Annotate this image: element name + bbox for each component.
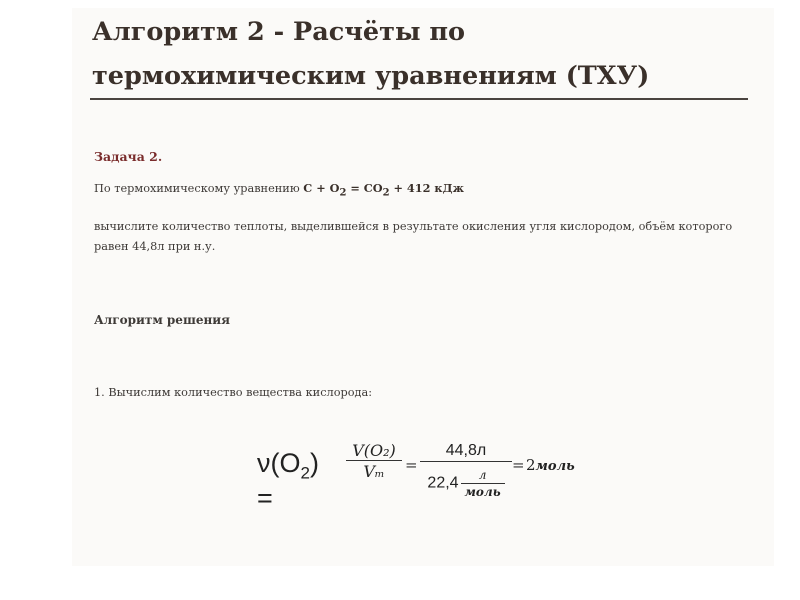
algorithm-heading: Алгоритм решения: [94, 313, 231, 327]
title-divider: [90, 98, 748, 100]
page-title: [92, 10, 772, 98]
fraction-bar: [346, 460, 402, 461]
fraction-denominator: 22,4 $\frac{л}{\text{моль}}$: [420, 468, 512, 499]
formula-result: 2моль: [526, 456, 575, 474]
task-intro-text: По термохимическому уравнению: [94, 182, 304, 195]
fraction-bar: [420, 461, 512, 462]
fraction-numerator: 44,8л: [445, 442, 487, 459]
title-line-2: термохимическим уравнениям (ТХУ): [92, 61, 650, 91]
task-label: Задача 2.: [94, 149, 163, 164]
volume-ratio-fraction: [346, 441, 402, 481]
title-line-1: Алгоритм 2 - Расчёты по: [92, 17, 466, 47]
equals-sign: =: [512, 456, 525, 474]
formula-lhs: $\nu(O_2)$ =: [257, 448, 319, 514]
thermo-equation: $C + O_2 = CO_2 + 412$ кДж: [303, 181, 465, 199]
fraction-numerator: V(O₂): [352, 441, 396, 460]
unit-fraction: $\frac{л}{\text{моль}}$: [461, 468, 505, 499]
numeric-fraction: [420, 442, 512, 499]
equals-sign: =: [405, 456, 418, 474]
task-question: вычислите количество теплоты, выделившейся в результате окисления угля кислородом, объём которого равен 44,8л при н.у.: [94, 220, 733, 253]
algorithm-step-1: 1. Вычислим количество вещества кислорода:: [94, 386, 373, 399]
task-intro: [94, 178, 464, 203]
fraction-denominator: Vₘ: [363, 462, 385, 481]
